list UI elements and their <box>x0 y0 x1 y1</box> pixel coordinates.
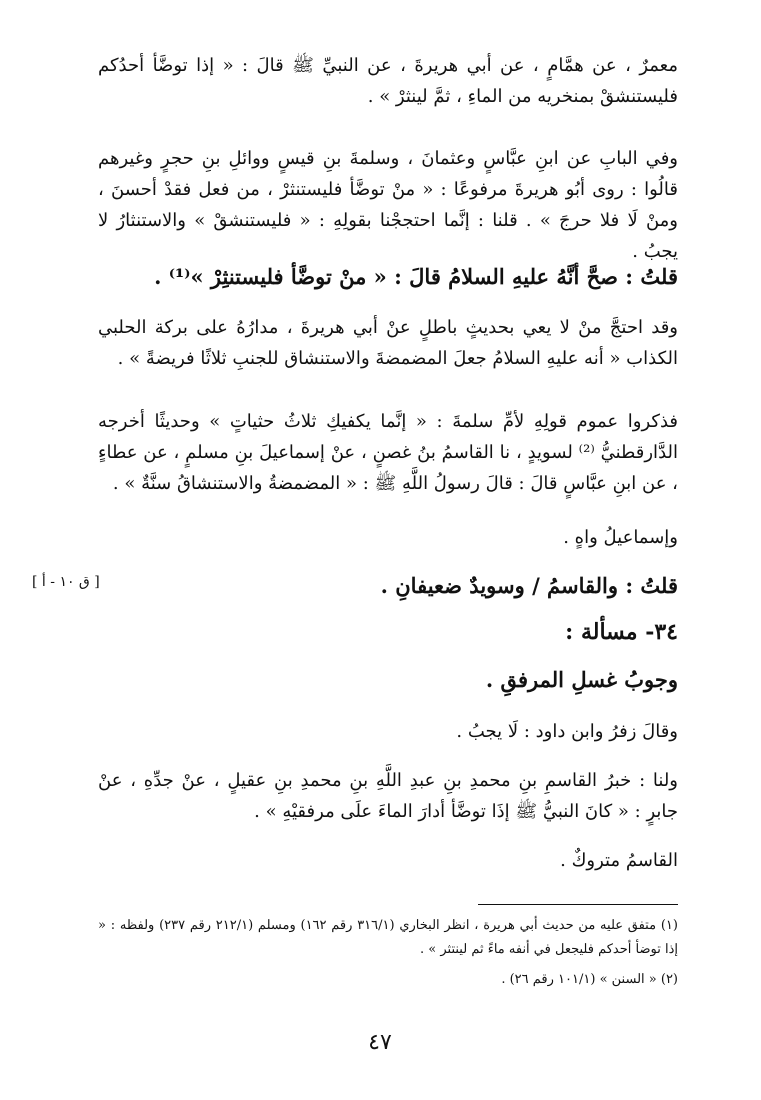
paragraph-qasim-matruk: القاسمُ متروكٌ . <box>560 850 678 871</box>
footnote-divider <box>478 904 678 905</box>
paragraph-wa-lana: ولنا : خبرُ القاسمِ بنِ محمدِ بنِ عبدِ اللَّهِ بنِ محمدِ بنِ عقيلٍ ، عنْ جدِّهِ ، عنْ جابرٍ : « كانَ النبيُّ ﷺ إذَا توضَّأ أدارَ الماءَ علَى مرفقيْهِ » . <box>98 770 678 822</box>
paragraph-fadhakaru: فذكروا عموم قولِهِ لأمِّ سلمةَ : « إنَّما يكفيكِ ثلاثُ حثياتٍ » وحديثًا أخرجه الدَّارقطنيُّ ⁽²⁾ لسويدٍ ، نا القاسمُ بنُ غصنٍ ، عنْ إسماعيلَ بنِ مسلمٍ ، عن عطاءٍ ، عن ابنِ عبَّاسٍ قالَ : قالَ رسولُ اللَّهِ ﷺ : « المضمضةُ والاستنشاقُ سنَّةٌ » . <box>98 411 678 494</box>
margin-note-folio: [ ق ١٠ - أ ] <box>32 574 100 590</box>
paragraph-hadith-istinshaq: معمرٌ ، عن همَّامٍ ، عن أبي هريرةَ ، عن النبيِّ ﷺ قالَ : « إذا توضَّأ أحدُكم فليستنشقْ بمنخريه من الماءِ ، ثمَّ لينثرْ » . <box>98 55 678 107</box>
heading-qultu-qasim: قلتُ : والقاسمُ / وسويدٌ ضعيفانِ . <box>380 573 678 598</box>
heading-qultu-sahha: قلتُ : صحَّ أنَّهُ عليهِ السلامُ قالَ : « منْ توضَّأ فليستنثِرْ »⁽¹⁾ . <box>154 264 678 289</box>
paragraph-qala-zufar: وقالَ زفرُ وابن داود : لَا يجبُ . <box>456 721 678 742</box>
footnote-1: (١) متفق عليه من حديث أبي هريرة ، انظر البخاري (٣١٦/١ رقم ١٦٢) ومسلم (٢١٢/١ رقم ٢٣٧) ولفظه : « إذا توضأ أحدكم فليجعل في أنفه ماءً ثم لينتثر » . <box>98 918 678 957</box>
heading-masala-34: ٣٤- مسألة : <box>565 619 678 645</box>
page-number: ٤٧ <box>368 1030 392 1055</box>
paragraph-ihtajja: وقد احتجَّ منْ لا يعي بحديثٍ باطلٍ عنْ أبي هريرةَ ، مدارُهُ على بركة الحلبي الكذاب « أنه عليهِ السلامُ جعلَ المضمضةَ والاستنشاق للجنبِ ثلاثًا فريضةً » . <box>98 317 678 369</box>
paragraph-ismail-wahin: وإسماعيلُ واهٍ . <box>563 527 678 548</box>
heading-wujub-ghasl: وجوبُ غسلِ المرفقِ . <box>485 667 678 692</box>
paragraph-fil-bab: وفي البابِ عن ابنِ عبَّاسٍ وعثمانَ ، وسلمةَ بنِ قيسٍ ووائلِ بنِ حجرٍ وغيرهم قالُوا : روى أبُو هريرةَ مرفوعًا : « منْ توضَّأ فليستنثرْ ، من فعل فقدْ أحسنَ ، ومنْ لَا فلا حرجَ » . قلنا : إنَّما احتججْنا بقولِهِ : « فليستنشقْ » والاستنثارُ لا يجبُ . <box>98 148 678 262</box>
footnote-2: (٢) « السنن » (١٠١/١ رقم ٢٦) . <box>501 972 678 987</box>
